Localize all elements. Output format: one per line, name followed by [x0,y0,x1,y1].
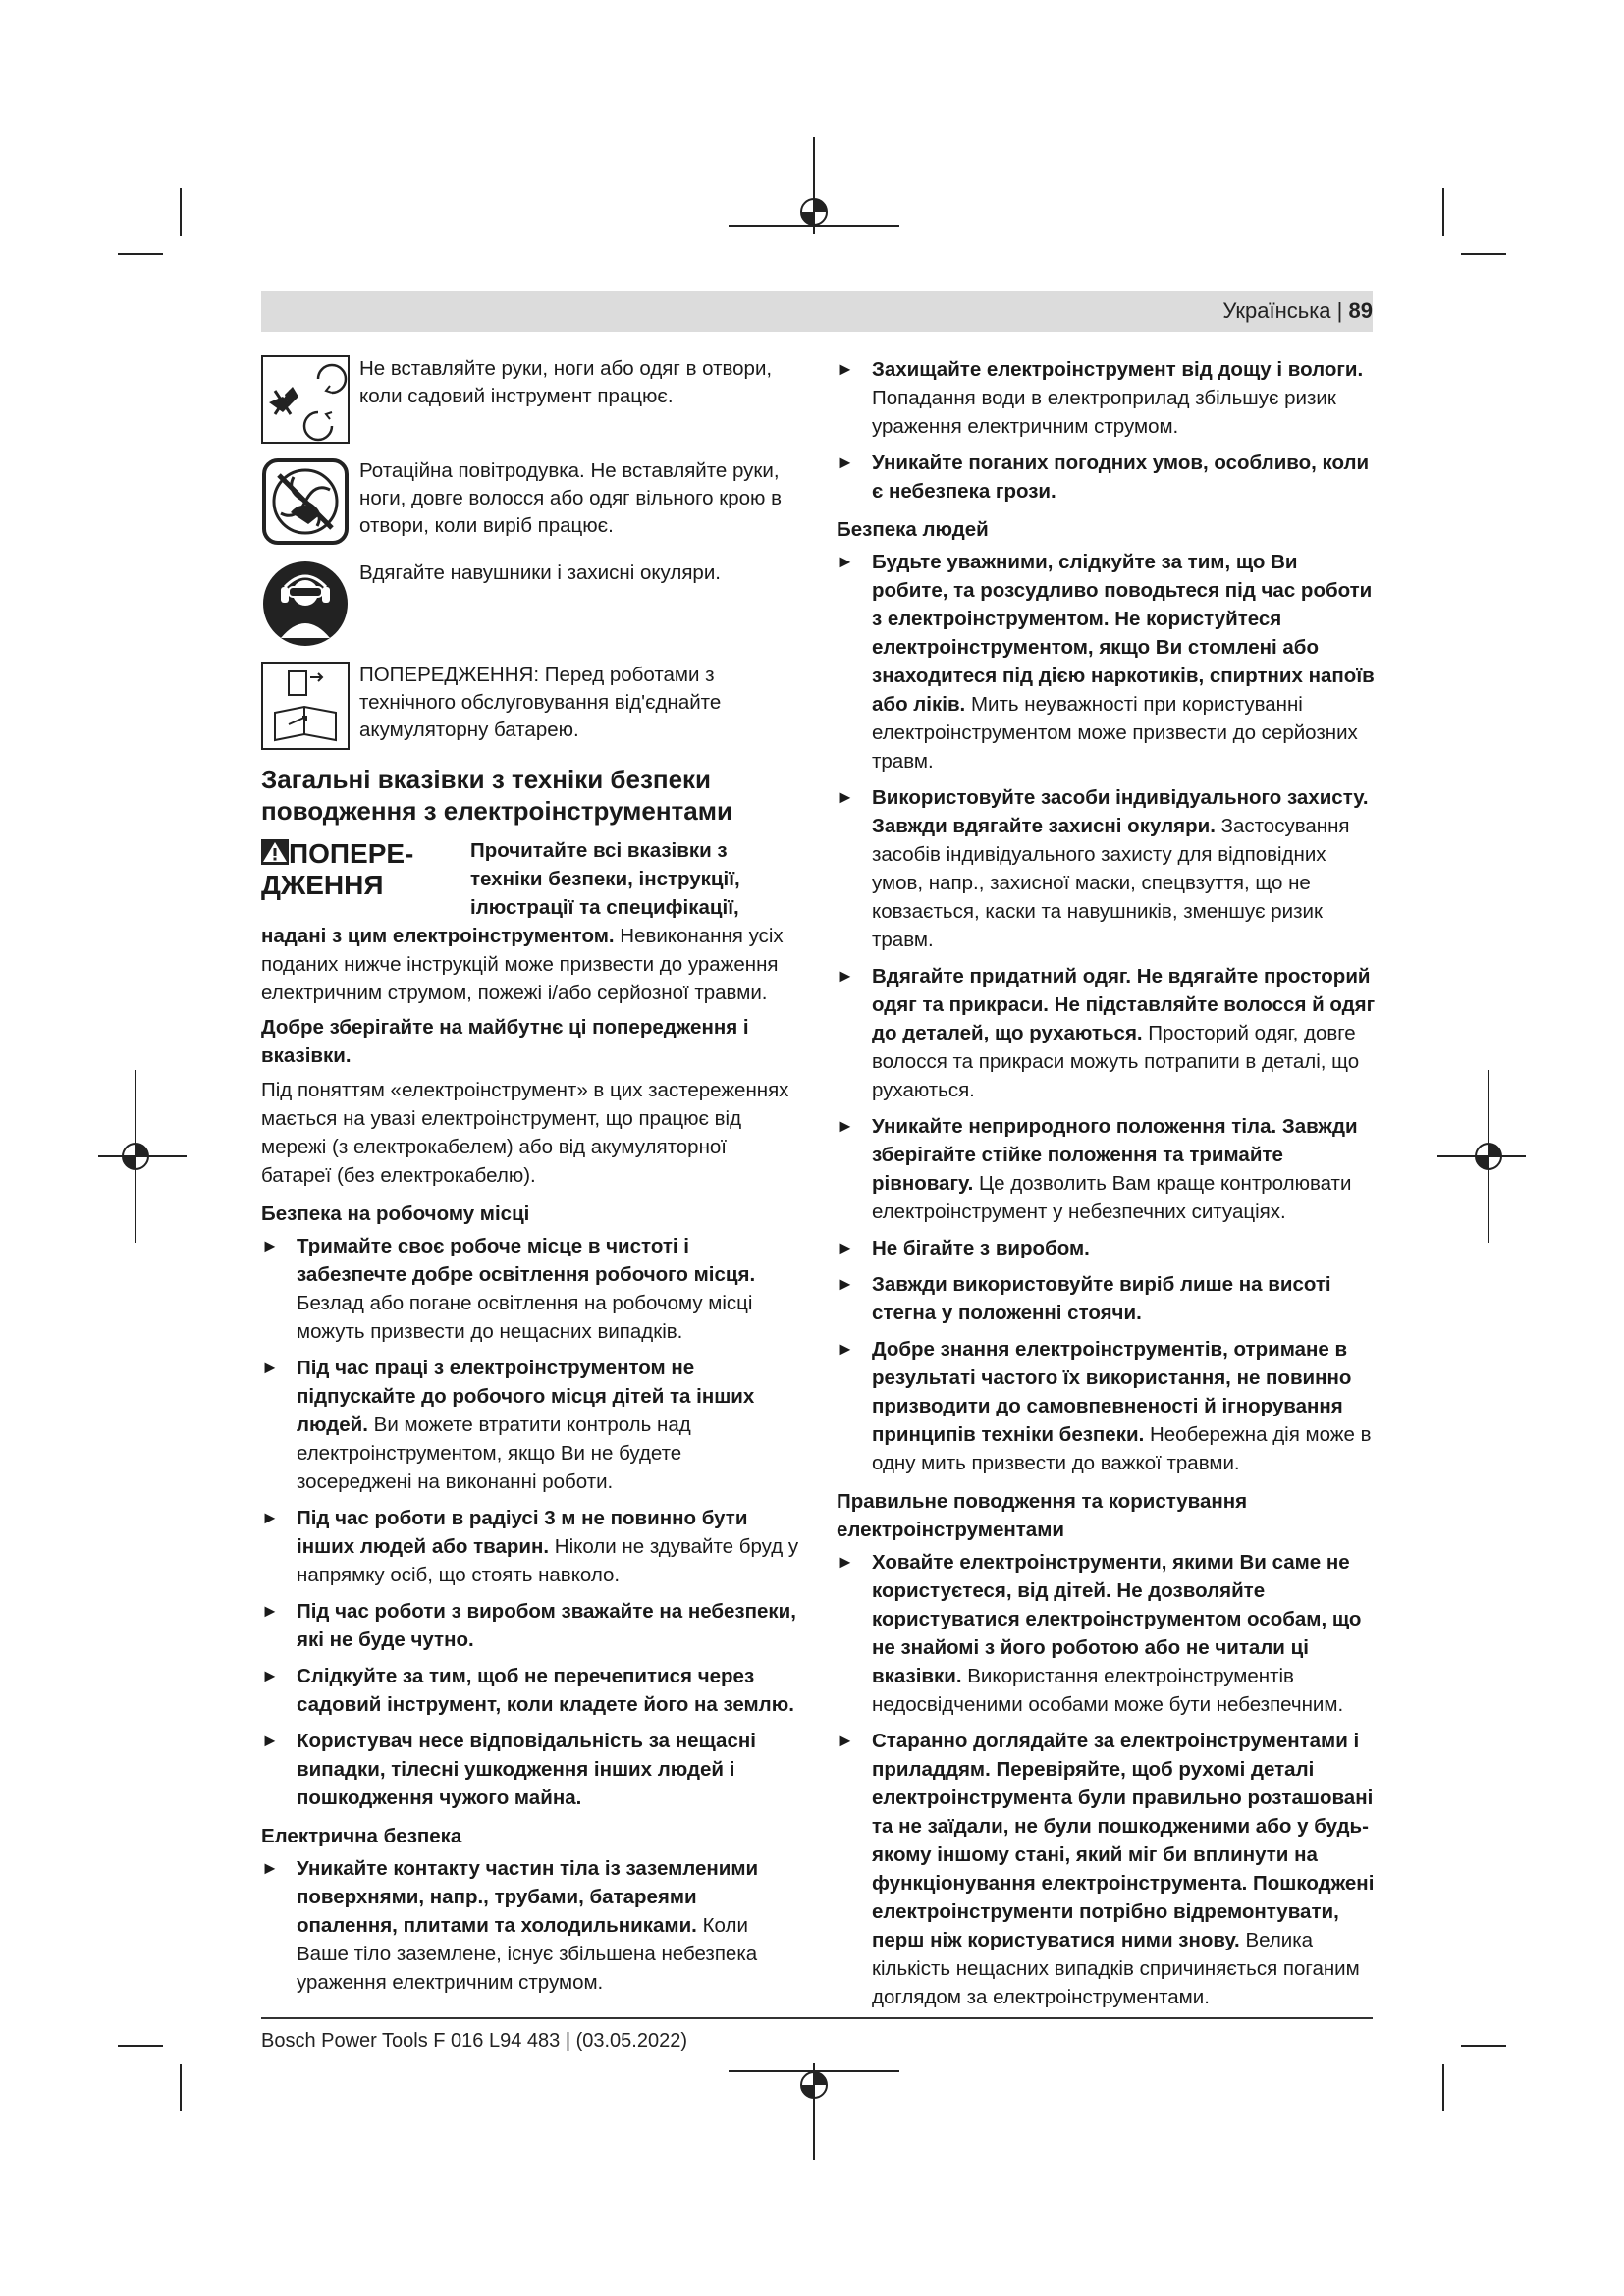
registration-mark-top [729,137,899,236]
bullet-arrow-icon: ► [837,1552,854,1572]
list-item: ► Уникайте контакту частин тіла із заземленими поверхнями, напр., трубами, батареями опалення, плитами та холодильниками. Коли Ваше тіло заземлене, існує збільшена небезпека ураження електричним струмом. [261,1854,801,1997]
hands-feet-into-openings-icon [261,355,350,444]
right-column [837,355,1377,2019]
ear-eye-protection-icon [261,560,350,648]
icon-text-blower: Ротаційна повітродувка. Не вставляйте руки, ноги, довге волосся або одяг вільного крою в отвори, коли виріб працює. [359,459,783,537]
registration-mark-right [1437,1070,1536,1243]
bullet-arrow-icon: ► [261,1858,279,1878]
list-item: ► Уникайте неприродного положення тіла. Завжди зберігайте стійке положення та тримайте рівновагу. Це дозволить Вам краще контролювати електроінструмент у небезпечних ситуаціях. [837,1112,1377,1226]
rotating-blower-icon [261,457,350,546]
workplace-title: Безпека на робочому місці [261,1202,530,1225]
icon-text-protection: Вдягайте навушники і захисні окуляри. [359,561,721,584]
personal-title: Безпека людей [837,518,989,541]
icon-text-hands: Не вставляйте руки, ноги або одяг в отвори, коли садовий інструмент працює. [359,357,773,407]
handling-list [837,1548,1377,2011]
list-item: ► Добре знання електроінструментів, отримане в результаті частого їх використання, не повинно призводити до самовпевненості й ігнорування принципів техніки безпеки. Необережна дія може в одну мить призвести до важкої травми. [837,1335,1377,1477]
page-header [1222,298,1373,324]
bullet-arrow-icon: ► [837,1339,854,1359]
bullet-arrow-icon: ► [837,552,854,571]
warning-triangle-icon [261,839,289,865]
list-item: ► Під час праці з електроінструментом не підпускайте до робочого місця дітей та інших людей. Ви можете втратити контроль над електроінструментом, якщо Ви не будете зосереджені на виконанні роботи. [261,1354,801,1496]
icon-text-battery: ПОПЕРЕДЖЕННЯ: Перед роботами з технічного обслуговування від'єднайте акумуляторну батарею. [359,664,722,741]
header-separator: | [1336,298,1343,323]
section-heading: Загальні вказівки з техніки безпеки поводження з електроінструментами [261,765,732,826]
list-item: ► Вдягайте придатний одяг. Не вдягайте просторий одяг та прикраси. Не підставляйте волосся й одяг до деталей, що рухаються. Просторий одяг, довге волосся та прикраси можуть потрапити в деталі, що рухаються. [837,962,1377,1104]
list-item: ► Уникайте поганих погодних умов, особливо, коли є небезпека грози. [837,449,1377,506]
list-item: ► Слідкуйте за тим, щоб не перечепитися через садовий інструмент, коли кладете його на землю. [261,1662,801,1719]
bullet-arrow-icon: ► [261,1601,279,1621]
list-item: ► Під час роботи з виробом зважайте на небезпеки, які не буде чутно. [261,1597,801,1654]
bullet-arrow-icon: ► [837,787,854,807]
bullet-arrow-icon: ► [261,1731,279,1750]
list-item: ► Користувач несе відповідальність за нещасні випадки, тілесні ушкодження інших людей і пошкодження чужого майна. [261,1727,801,1812]
bullet-arrow-icon: ► [261,1666,279,1685]
electrical-title: Електрична безпека [261,1825,462,1847]
footer-divider [261,2017,1373,2019]
electrical-list [261,1854,801,1997]
warning-label [261,838,462,901]
personal-list [837,548,1377,1477]
icon-row [261,355,801,444]
list-item: ► Будьте уважними, слідкуйте за тим, що Ви робите, та розсудливо поводьтеся під час роботи з електроінструментом. Не користуйтеся електроінструментом, якщо Ви стомлені або знаходитеся під дією наркотиків, спиртних напоїв або ліків. Мить неуважності при користуванні електроінструментом може призвести до серйозних травм. [837,548,1377,775]
bullet-arrow-icon: ► [837,966,854,986]
warning-bold: Прочитайте всі вказівки з техніки безпеки, інструкції, ілюстрації та специфікації, надані з цим електроінструментом. [261,839,740,947]
electrical-list-cont [837,355,1377,506]
bullet-arrow-icon: ► [261,1236,279,1255]
bullet-arrow-icon: ► [837,1274,854,1294]
page-number: 89 [1348,298,1373,323]
bullet-arrow-icon: ► [837,359,854,379]
list-item: ► Тримайте своє робоче місце в чистоті і забезпечте добре освітлення робочого місця. Безлад або погане освітлення на робочому місці можуть призвести до нещасних випадків. [261,1232,801,1346]
registration-mark-left [88,1070,187,1243]
list-item: ► Використовуйте засоби індивідуального захисту. Завжди вдягайте захисні окуляри. Застосування засобів індивідуального захисту для відповідних умов, напр., захисної маски, спецвзуття, що не ковзається, каски та навушників, зменшує ризик травм. [837,783,1377,954]
icon-row [261,662,801,750]
list-item: ► Ховайте електроінструменти, якими Ви саме не користуєтеся, від дітей. Не дозволяйте користуватися електроінструментом особам, що не знайомі з його роботою або не читали ці вказівки. Використання електроінструментів недосвідченими особами може бути небезпечним. [837,1548,1377,1719]
header-language: Українська [1222,298,1331,323]
page-footer: Bosch Power Tools F 016 L94 483 | (03.05.2022) [261,2030,687,2052]
list-item: ► Під час роботи в радіусі 3 м не повинно бути інших людей або тварин. Ніколи не здувайте бруд у напрямку осіб, що стоять навколо. [261,1504,801,1589]
workplace-list [261,1232,801,1812]
list-item: ► Захищайте електроінструмент від дощу і вологи. Попадання води в електроприлад збільшує ризик ураження електричним струмом. [837,355,1377,441]
keep-instructions: Добре зберігайте на майбутнє ці попередження і вказівки. [261,1016,749,1067]
bullet-arrow-icon: ► [261,1508,279,1527]
icon-row [261,457,801,546]
bullet-arrow-icon: ► [837,1238,854,1257]
warning-block [261,836,801,1007]
left-column [261,355,801,2004]
list-item: ► Старанно доглядайте за електроінструментами і приладдям. Перевіряйте, щоб рухомі деталі електроінструмента були правильно розташовані та не заїдали, не були пошкодженими або у будь-якому іншому стані, який міг би вплинути на функціонування електроінструмента. Пошкоджені електроінструменти потрібно відремонтувати, перш ніж користуватися ними знову. Велика кількість нещасних випадків спричиняється поганим доглядом за електроінструментами. [837,1727,1377,2011]
warning-text: Невиконання усіх поданих нижче інструкцій може призвести до ураження електричним струмом, пожежі і/або серйозної травми. [261,925,784,1004]
definition-text: Під поняттям «електроінструмент» в цих застереженнях мається на увазі електроінструмент, що працює від мережі (з електрокабелем) або від акумуляторної батареї (без електрокабелю). [261,1079,789,1187]
handling-title: Правильне поводження та користування електроінструментами [837,1490,1248,1541]
warning-label-text: ПОПЕРЕ-ДЖЕННЯ [261,838,414,900]
bullet-arrow-icon: ► [837,453,854,472]
list-item: ► Не бігайте з виробом. [837,1234,1377,1262]
bullet-arrow-icon: ► [837,1116,854,1136]
list-item: ► Завжди використовуйте виріб лише на висоті стегна у положенні стоячи. [837,1270,1377,1327]
remove-battery-icon [261,662,350,750]
registration-mark-bottom [729,2061,899,2160]
header-bar [261,291,1373,332]
bullet-arrow-icon: ► [837,1731,854,1750]
icon-row [261,560,801,648]
bullet-arrow-icon: ► [261,1358,279,1377]
